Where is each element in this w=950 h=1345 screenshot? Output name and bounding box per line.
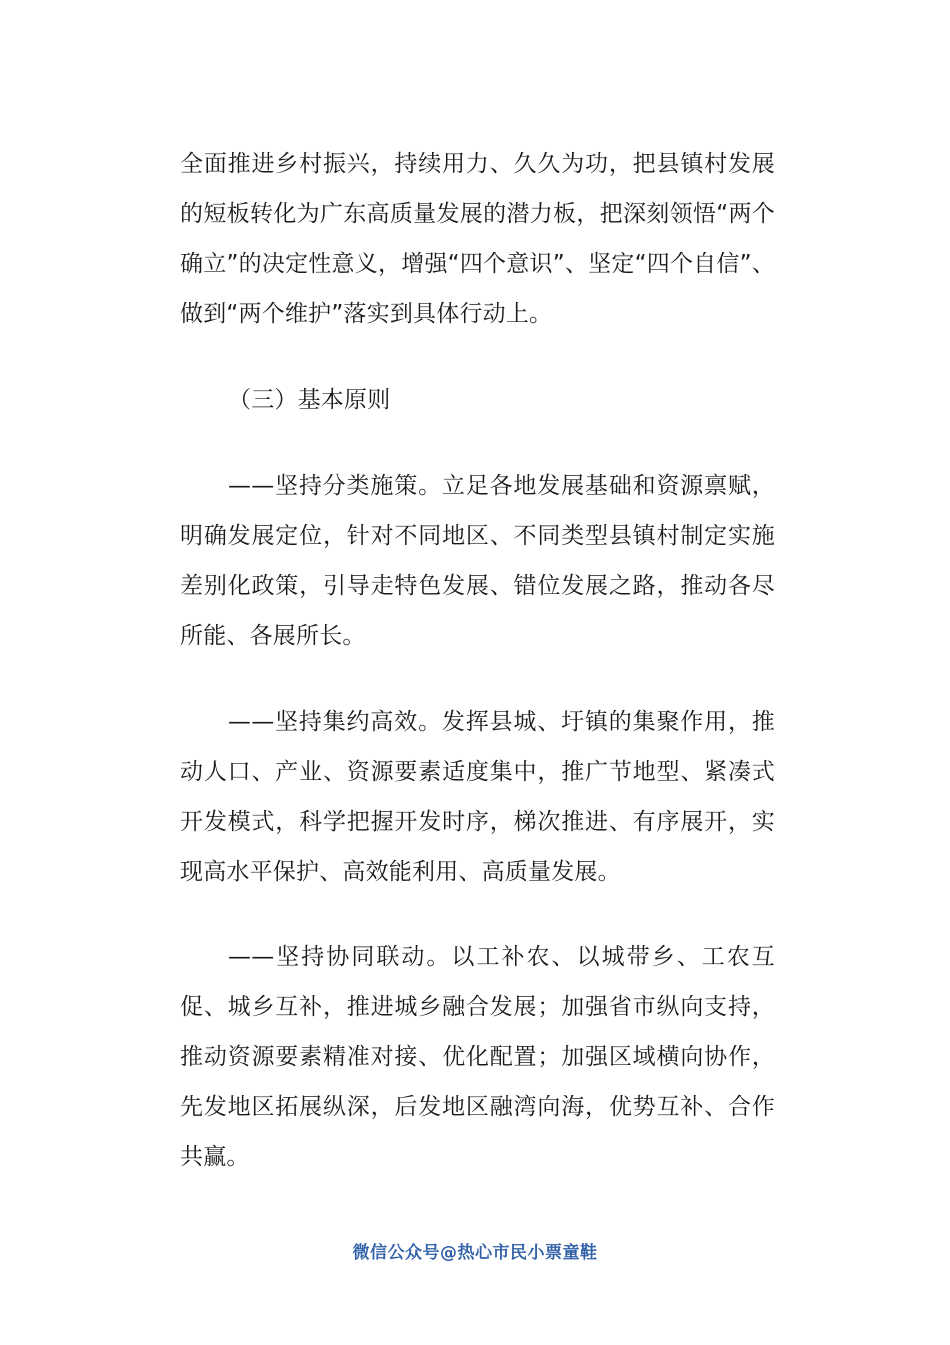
paragraph-classified-policy: ——坚持分类施策。立足各地发展基础和资源禀赋，明确发展定位，针对不同地区、不同类型县镇村制定实施差别化政策，引导走特色发展、错位发展之路，推动各尽所能、各展所长。 — [180, 473, 775, 649]
paragraph-coordinated-linkage: ——坚持协同联动。以工补农、以城带乡、工农互促、城乡互补，推进城乡融合发展；加强省市纵向支持，推动资源要素精准对接、优化配置；加强区域横向协作，先发地区拓展纵深，后发地区融湾向海，优势互补、合作共赢。 — [180, 944, 775, 1170]
paragraph-intensive-efficiency: ——坚持集约高效。发挥县城、圩镇的集聚作用，推动人口、产业、资源要素适度集中，推广节地型、紧凑式开发模式，科学把握开发时序，梯次推进、有序展开，实现高水平保护、高效能利用、高质量发展。 — [180, 709, 775, 885]
footer-watermark: 微信公众号@热心市民小票童鞋 — [352, 1243, 598, 1263]
section-heading-basic-principles: （三）基本原则 — [228, 387, 391, 413]
paragraph-rural-revitalization: 全面推进乡村振兴，持续用力、久久为功，把县镇村发展的短板转化为广东高质量发展的潜力板，把深刻领悟“两个确立”的决定性意义，增强“四个意识”、坚定“四个自信”、做到“两个维护”落实到具体行动上。 — [180, 151, 775, 327]
